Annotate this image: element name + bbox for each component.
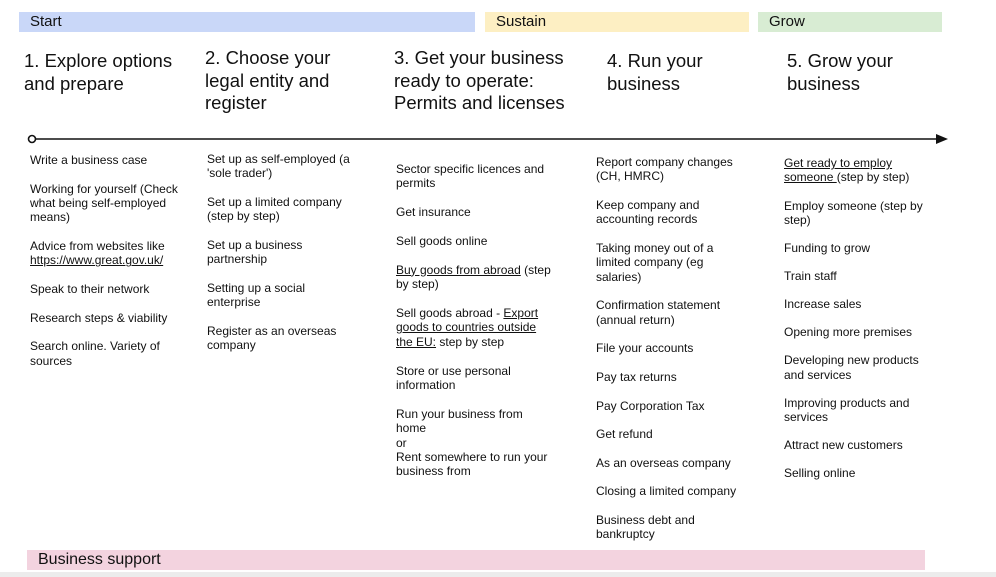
item-text: Set up a business partnership <box>207 238 303 267</box>
stage-item <box>207 324 357 353</box>
timeline-start-dot <box>29 136 36 143</box>
item-text: Get insurance <box>396 205 471 220</box>
stage-item <box>596 484 746 498</box>
item-text: Rent somewhere to run your business from <box>396 450 548 479</box>
item-text: or <box>396 435 407 450</box>
item-text: Set up a limited company (step by step) <box>207 195 342 224</box>
item-text: Sell goods abroad - <box>396 306 504 320</box>
stage-item <box>207 281 357 310</box>
stage-item <box>30 153 180 167</box>
stage-item <box>207 152 357 181</box>
item-text: Opening more premises <box>784 325 913 340</box>
stage-item <box>784 241 934 255</box>
stage-items-run <box>596 155 746 542</box>
stage-item <box>596 427 746 441</box>
stage-item <box>396 263 556 292</box>
stage-item <box>596 341 746 355</box>
stage-item <box>784 269 934 283</box>
stage-item <box>596 399 746 413</box>
item-text: Taking money out of a limited company (eg salaries) <box>596 241 714 284</box>
item-text: Research steps & viability <box>30 310 168 325</box>
stage-title-explore: 1. Explore options and prepare <box>24 50 173 94</box>
timeline-arrowhead-icon <box>936 134 948 144</box>
band-grow: Grow <box>758 12 942 32</box>
item-link[interactable]: Get ready to employ someone <box>784 156 893 185</box>
item-text: Report company changes (CH, HMRC) <box>596 155 733 184</box>
stage-item <box>596 456 746 470</box>
item-text: Set up as self-employed (a 'sole trader') <box>207 152 350 181</box>
stage-item <box>396 407 556 479</box>
item-text: Working for yourself (Check what being self-employed means) <box>30 181 178 225</box>
stage-item <box>207 238 357 267</box>
item-text: Confirmation statement (annual return) <box>596 298 721 327</box>
stage-item <box>30 239 180 268</box>
stage-item <box>596 155 746 184</box>
stage-items-explore <box>30 153 180 368</box>
stage-item <box>784 199 934 228</box>
band-business-support: Business support <box>27 550 925 570</box>
item-text: Register as an overseas company <box>207 324 337 353</box>
stage-item <box>30 282 180 296</box>
stage-item <box>784 156 934 185</box>
stage-title-legal-entity: 2. Choose your legal entity and register <box>205 47 331 113</box>
stage-item <box>784 466 934 480</box>
item-text: Sector specific licences and permits <box>396 162 545 191</box>
stage-title-run: 4. Run your business <box>607 50 703 94</box>
item-text: Selling online <box>784 466 856 481</box>
band-start: Start <box>19 12 475 32</box>
stage-item <box>396 205 556 219</box>
item-text: As an overseas company <box>596 455 731 470</box>
stage-item <box>30 182 180 225</box>
item-text: Keep company and accounting records <box>596 198 700 227</box>
stage-item <box>784 438 934 452</box>
item-text: Improving products and services <box>784 395 910 425</box>
item-text: step by step <box>436 334 505 349</box>
stage-item <box>396 306 556 349</box>
item-text: Setting up a social enterprise <box>207 281 306 310</box>
stage-item <box>396 162 556 191</box>
stage-item <box>596 241 746 284</box>
item-text: File your accounts <box>596 341 694 356</box>
stage-item <box>30 339 180 368</box>
stage-title-grow: 5. Grow your business <box>787 50 893 94</box>
item-link[interactable]: Buy goods from abroad <box>396 262 521 277</box>
item-text: Advice from websites like <box>30 239 165 253</box>
item-text: (step by step) <box>396 262 551 292</box>
item-text: Store or use personal information <box>396 363 511 393</box>
stage-items-permits <box>396 162 556 479</box>
item-text: Write a business case <box>30 153 148 167</box>
item-text: Employ someone (step by step) <box>784 198 923 227</box>
stage-item <box>784 353 934 382</box>
item-text: Attract new customers <box>784 438 903 453</box>
stage-item <box>784 325 934 339</box>
item-text: Train staff <box>784 269 837 284</box>
item-text: Search online. Variety of sources <box>30 339 160 368</box>
item-text: Increase sales <box>784 297 862 312</box>
stage-items-grow <box>784 156 934 481</box>
stage-item <box>596 370 746 384</box>
item-text: Get refund <box>596 427 653 442</box>
item-text: Business debt and bankruptcy <box>596 512 695 542</box>
band-sustain: Sustain <box>485 12 749 32</box>
stage-item <box>207 195 357 224</box>
item-text: Pay Corporation Tax <box>596 398 705 413</box>
stage-item <box>784 297 934 311</box>
stage-item <box>784 396 934 425</box>
item-text: Pay tax returns <box>596 370 677 384</box>
item-link[interactable]: Export goods to countries outside the EU: <box>396 306 539 349</box>
item-text: Developing new products and services <box>784 353 919 382</box>
item-text: (step by step) <box>836 170 910 185</box>
stage-items-legal-entity <box>207 152 357 353</box>
timeline-arrow <box>26 131 952 147</box>
item-text: Run your business from home <box>396 406 523 436</box>
bottom-strip <box>0 572 996 577</box>
stage-item <box>596 298 746 327</box>
stage-item <box>30 311 180 325</box>
item-text: Funding to grow <box>784 241 871 255</box>
item-link[interactable]: https://www.great.gov.uk/ <box>30 253 164 268</box>
stage-item <box>596 513 746 542</box>
item-text: Speak to their network <box>30 282 150 296</box>
stage-title-permits: 3. Get your business ready to operate: Permits and licenses <box>394 47 565 113</box>
item-text: Sell goods online <box>396 234 488 248</box>
stage-item <box>596 198 746 227</box>
stage-item <box>396 364 556 393</box>
item-text: Closing a limited company <box>596 484 737 499</box>
stage-item <box>396 234 556 248</box>
